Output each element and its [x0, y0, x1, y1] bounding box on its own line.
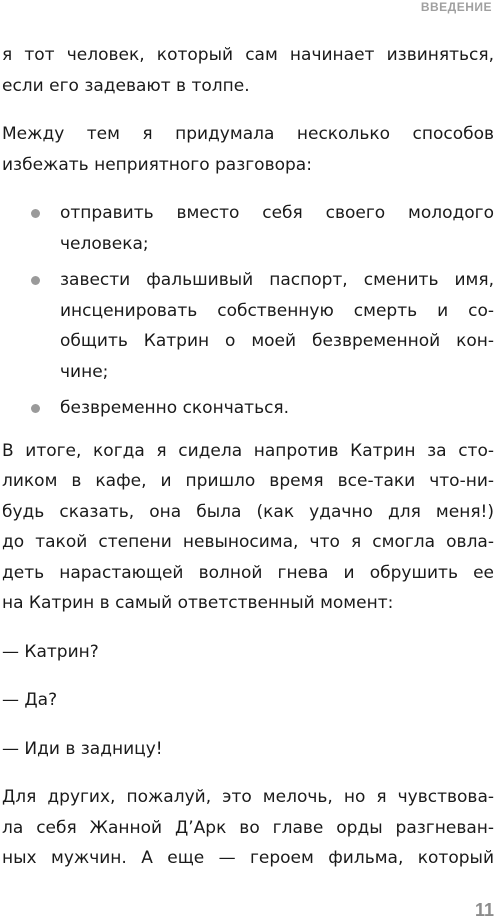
- text-line: Для других, пожалуй, это мелочь, но я чувствова-: [2, 787, 494, 807]
- page-number: 11: [474, 900, 494, 920]
- text-line: завести фальшивый паспорт, сменить имя,: [60, 270, 494, 290]
- text-line: ла себя Жанной Д’Арк во главе орды разгневан-: [2, 817, 494, 838]
- text-line: будь сказать, она была (как удачно для меня!): [2, 501, 494, 522]
- bullet-dot-icon: [31, 276, 40, 285]
- bullet-list: [2, 198, 494, 424]
- text-line: В итоге, когда я сидела напротив Катрин за сто-: [2, 440, 494, 461]
- text-line: до такой степени невыносима, что я смогла овла-: [2, 532, 494, 552]
- text-line: если его задевают в толпе.: [2, 75, 250, 96]
- text-line: инсценировать собственную смерть и со-: [60, 300, 494, 321]
- text-line: ных мужчин. А еще — героем фильма, который: [2, 848, 494, 868]
- text-line: ликом в кафе, и пришло время все-таки что-ни-: [2, 471, 494, 491]
- text-line: отправить вместо себя своего молодого: [60, 203, 494, 223]
- dialogue-line-3: — Иди в задницу!: [2, 738, 163, 759]
- paragraph-4: [2, 782, 494, 874]
- bullet-dot-icon: [31, 209, 40, 218]
- bullet-item: [2, 265, 494, 387]
- paragraph-1: [2, 40, 494, 101]
- text-line: человека;: [60, 233, 149, 254]
- text-line: я тот человек, который сам начинает извиняться,: [2, 45, 494, 65]
- text-line: на Катрин в самый ответственный момент:: [2, 593, 394, 613]
- text-line: избежать неприятного разговора:: [2, 154, 312, 175]
- bullet-item: [2, 393, 494, 424]
- bullet-item: [2, 198, 494, 259]
- text-line: общить Катрин о моей безвременной кон-: [60, 331, 494, 351]
- bullet-dot-icon: [31, 404, 40, 413]
- dialogue-line-1: — Катрин?: [2, 641, 99, 662]
- dialogue-line-2: — Да?: [2, 690, 58, 710]
- running-header: ВВЕДЕНИЕ: [420, 0, 492, 14]
- text-line: безвременно скончаться.: [60, 398, 290, 418]
- paragraph-2: [2, 119, 494, 180]
- text-line: деть нарастающей волной гнева и обрушить ее: [2, 562, 494, 583]
- paragraph-3: [2, 436, 494, 619]
- page-body: [2, 40, 494, 874]
- text-line: чине;: [60, 361, 109, 382]
- text-line: Между тем я придумала несколько способов: [2, 124, 494, 144]
